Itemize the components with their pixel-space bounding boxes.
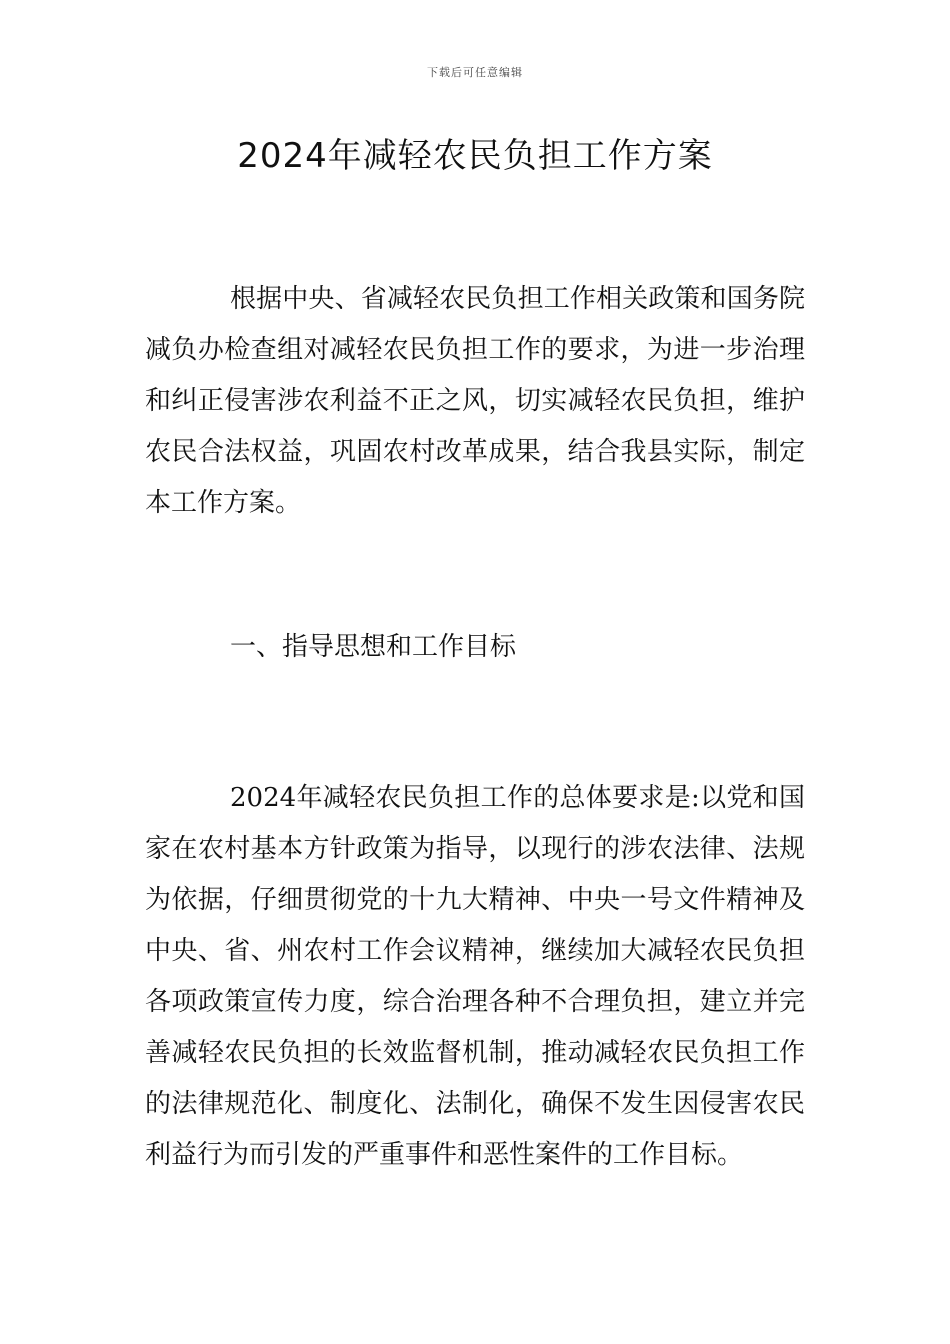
document-title: 2024年减轻农民负担工作方案 (237, 136, 713, 176)
section1-body-paragraph: 2024年减轻农民负担工作的总体要求是:以党和国家在农村基本方针政策为指导，以现行的涉农法律、法规为依据，仔细贯彻党的十九大精神、中央一号文件精神及中央、省、州农村工作会议精神，继续加大减轻农民负担各项政策宣传力度，综合治理各种不合理负担，建立并完善减轻农民负担的长效监督机制，推动减轻农民负担工作的法律规范化、制度化、法制化，确保不发生因侵害农民利益行为而引发的严重事件和恶性案件的工作目标。 (145, 783, 805, 1170)
intro-paragraph: 根据中央、省减轻农民负担工作相关政策和国务院减负办检查组对减轻农民负担工作的要求，为进一步治理和纠正侵害涉农利益不正之风，切实减轻农民负担，维护农民合法权益，巩固农村改革成果，结合我县实际，制定本工作方案。 (145, 284, 805, 518)
section-heading-guiding-ideology: 一、指导思想和工作目标 (230, 632, 517, 662)
download-note: 下载后可任意编辑 (427, 66, 523, 79)
